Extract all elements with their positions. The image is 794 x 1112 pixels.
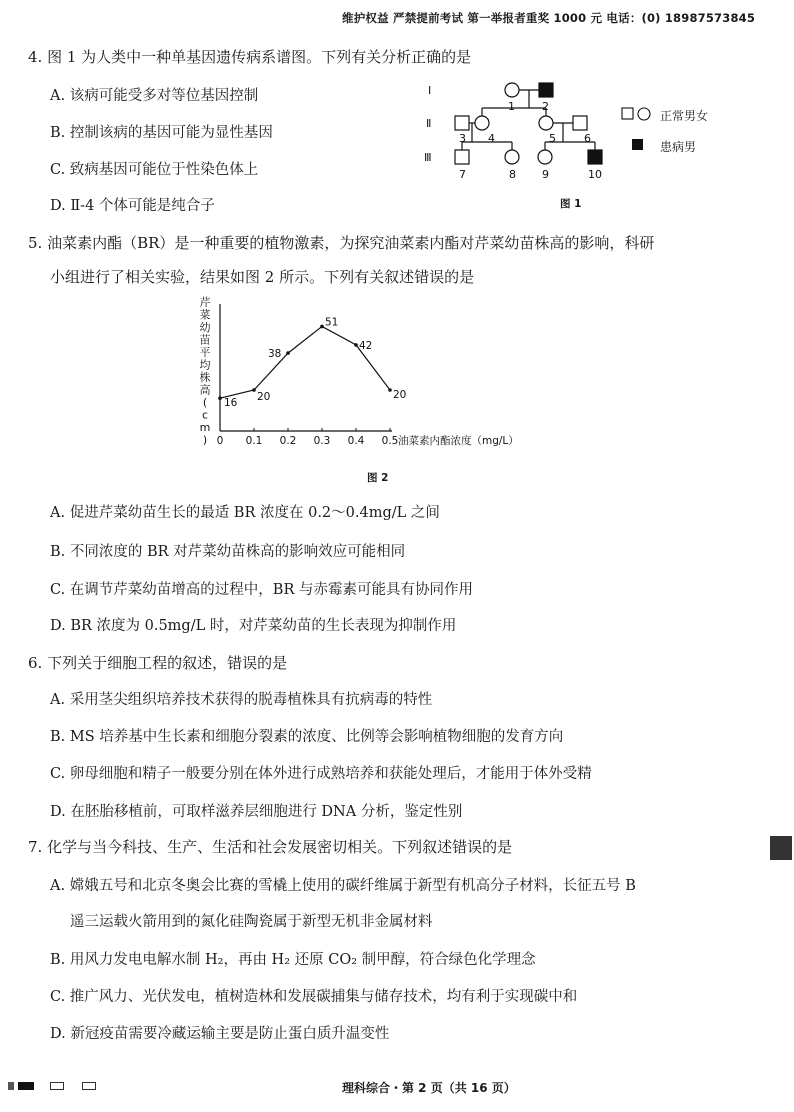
- pedigree-individual-9: [538, 150, 552, 164]
- question-5-stem-line1: 5. 油菜素内酯（BR）是一种重要的植物激素，为探究油菜素内酯对芹菜幼苗株高的影响，科研: [28, 234, 655, 252]
- individual-number-4: 4: [488, 132, 495, 145]
- page-header: 维护权益 严禁提前考试 第一举报者重奖 1000 元 电话：(0) 18987573845: [342, 11, 756, 25]
- question-7-option-a-line2: 遥三运载火箭用到的氮化硅陶瓷属于新型无机非金属材料: [70, 914, 433, 930]
- individual-number-2: 2: [542, 100, 549, 113]
- pedigree-individual-2: [539, 83, 553, 97]
- legend-normal-female-icon: [638, 108, 650, 120]
- figure-2-caption: 图 2: [367, 472, 389, 484]
- legend-normal-label: 正常男女: [660, 109, 709, 123]
- question-4-option-c: C. 致病基因可能位于性染色体上: [50, 162, 259, 178]
- chart-y-label-char: 平: [199, 346, 211, 359]
- individual-number-8: 8: [509, 168, 516, 181]
- question-5-option-b: B. 不同浓度的 BR 对芹菜幼苗株高的影响效应可能相同: [50, 544, 406, 560]
- chart-y-axis-label: [200, 295, 211, 447]
- individual-number-6: 6: [584, 132, 591, 145]
- pedigree-individual-7: [455, 150, 469, 164]
- footer-mark-filled: [18, 1082, 34, 1090]
- chart-y-label-char: 幼: [199, 321, 211, 334]
- question-5-option-d: D. BR 浓度为 0.5mg/L 时，对芹菜幼苗的生长表现为抑制作用: [50, 618, 457, 634]
- pedigree-individual-3: [455, 116, 469, 130]
- question-4-stem: 4. 图 1 为人类中一种单基因遗传病系谱图。下列有关分析正确的是: [28, 48, 472, 66]
- chart-y-label-char: 高: [199, 383, 211, 397]
- legend-affected-male-icon: [632, 139, 643, 150]
- pedigree-individual-8: [505, 150, 519, 164]
- chart-x-tick-label: 0.4: [347, 435, 365, 447]
- chart-data-point: [286, 351, 290, 355]
- chart-x-tick-label: 0.5: [381, 435, 399, 447]
- legend-affected-label: 患病男: [660, 140, 697, 154]
- chart-data-label: 16: [224, 397, 238, 410]
- generation-label-2: Ⅱ: [426, 117, 432, 130]
- chart-data-label: 38: [268, 348, 282, 361]
- side-tab-mark: [770, 836, 792, 860]
- chart-y-label-char: 株: [199, 371, 211, 384]
- individual-number-5: 5: [549, 132, 556, 145]
- question-7-option-b: B. 用风力发电电解水制 H₂，再由 H₂ 还原 CO₂ 制甲醇，符合绿色化学理念: [50, 952, 536, 968]
- chart-data-point: [252, 388, 256, 392]
- page-footer: 理科综合・第 2 页（共 16 页）: [342, 1081, 516, 1095]
- chart-y-label-char: c: [201, 408, 209, 422]
- question-7-option-a-line1: A. 嫦娥五号和北京冬奥会比赛的雪橇上使用的碳纤维属于新型有机高分子材料，长征五号 B: [50, 878, 636, 894]
- chart-data-point: [218, 396, 222, 400]
- chart-x-tick-label: 0.1: [245, 435, 263, 447]
- question-4-option-a: A. 该病可能受多对等位基因控制: [50, 88, 259, 104]
- question-6-option-a: A. 采用茎尖组织培养技术获得的脱毒植株具有抗病毒的特性: [50, 692, 433, 708]
- chart-y-label-char: m: [199, 421, 211, 434]
- pedigree-individual-1: [505, 83, 519, 97]
- chart-series-line: [220, 326, 390, 398]
- chart-x-axis-label: 油菜素内酯浓度（mg/L）: [398, 435, 519, 447]
- question-6-option-d: D. 在胚胎移植前，可取样滋养层细胞进行 DNA 分析，鉴定性别: [50, 804, 463, 820]
- question-4-option-b: B. 控制该病的基因可能为显性基因: [50, 125, 273, 141]
- question-7-stem: 7. 化学与当今科技、生产、生活和社会发展密切相关。下列叙述错误的是: [28, 838, 513, 856]
- footer-mark-outline-1: [50, 1082, 64, 1090]
- individual-number-9: 9: [542, 168, 549, 181]
- chart-y-label-char: 均: [199, 358, 211, 372]
- chart-data-point: [354, 343, 358, 347]
- question-5-option-c: C. 在调节芹菜幼苗增高的过程中，BR 与赤霉素可能具有协同作用: [50, 582, 473, 598]
- question-5-option-a: A. 促进芹菜幼苗生长的最适 BR 浓度在 0.2～0.4mg/L 之间: [50, 505, 440, 521]
- individual-number-1: 1: [508, 100, 515, 113]
- chart-y-label-char: 菜: [199, 308, 211, 322]
- generation-label-1: Ⅰ: [428, 84, 432, 97]
- question-4-option-d: D. Ⅱ-4 个体可能是纯合子: [50, 198, 215, 214]
- pedigree-figure: [420, 70, 620, 210]
- question-6-stem: 6. 下列关于细胞工程的叙述，错误的是: [28, 654, 288, 672]
- question-5-stem-line2: 小组进行了相关实验，结果如图 2 所示。下列有关叙述错误的是: [50, 268, 475, 286]
- br-concentration-chart: [190, 294, 550, 454]
- individual-number-3: 3: [459, 132, 466, 145]
- pedigree-individual-5: [539, 116, 553, 130]
- pedigree-individual-10: [588, 150, 602, 164]
- question-7-option-d: D. 新冠疫苗需要冷藏运输主要是防止蛋白质升温变性: [50, 1026, 390, 1042]
- footer-mark-small: [8, 1082, 14, 1090]
- chart-data-label: 20: [393, 389, 407, 401]
- pedigree-legend-symbols: [620, 106, 660, 156]
- chart-x-tick-label: 0.3: [313, 435, 331, 447]
- figure-1-caption: 图 1: [560, 198, 582, 210]
- chart-y-label-char: ): [202, 433, 208, 447]
- chart-y-label-char: 芹: [199, 296, 211, 309]
- individual-number-7: 7: [459, 168, 466, 181]
- legend-normal-male-icon: [622, 108, 633, 119]
- footer-mark-outline-2: [82, 1082, 96, 1090]
- chart-data-label: 20: [257, 391, 271, 403]
- chart-data-point: [388, 388, 392, 392]
- chart-x-tick-label: 0.2: [279, 435, 297, 447]
- chart-x-tick-label: 0: [216, 435, 224, 447]
- chart-y-label-char: 苗: [199, 333, 211, 347]
- pedigree-individual-6: [573, 116, 587, 130]
- question-7-option-c: C. 推广风力、光伏发电，植树造林和发展碳捕集与储存技术，均有利于实现碳中和: [50, 989, 578, 1005]
- individual-number-10: 10: [588, 168, 602, 181]
- question-6-option-b: B. MS 培养基中生长素和细胞分裂素的浓度、比例等会影响植物细胞的发育方向: [50, 729, 564, 745]
- pedigree-individual-4: [475, 116, 489, 130]
- chart-data-label: 42: [359, 339, 373, 352]
- generation-label-3: Ⅲ: [424, 151, 432, 164]
- chart-data-point: [320, 325, 324, 329]
- question-6-option-c: C. 卵母细胞和精子一般要分别在体外进行成熟培养和获能处理后，才能用于体外受精: [50, 766, 592, 782]
- chart-data-label: 51: [325, 316, 339, 329]
- chart-y-label-char: (: [202, 396, 208, 409]
